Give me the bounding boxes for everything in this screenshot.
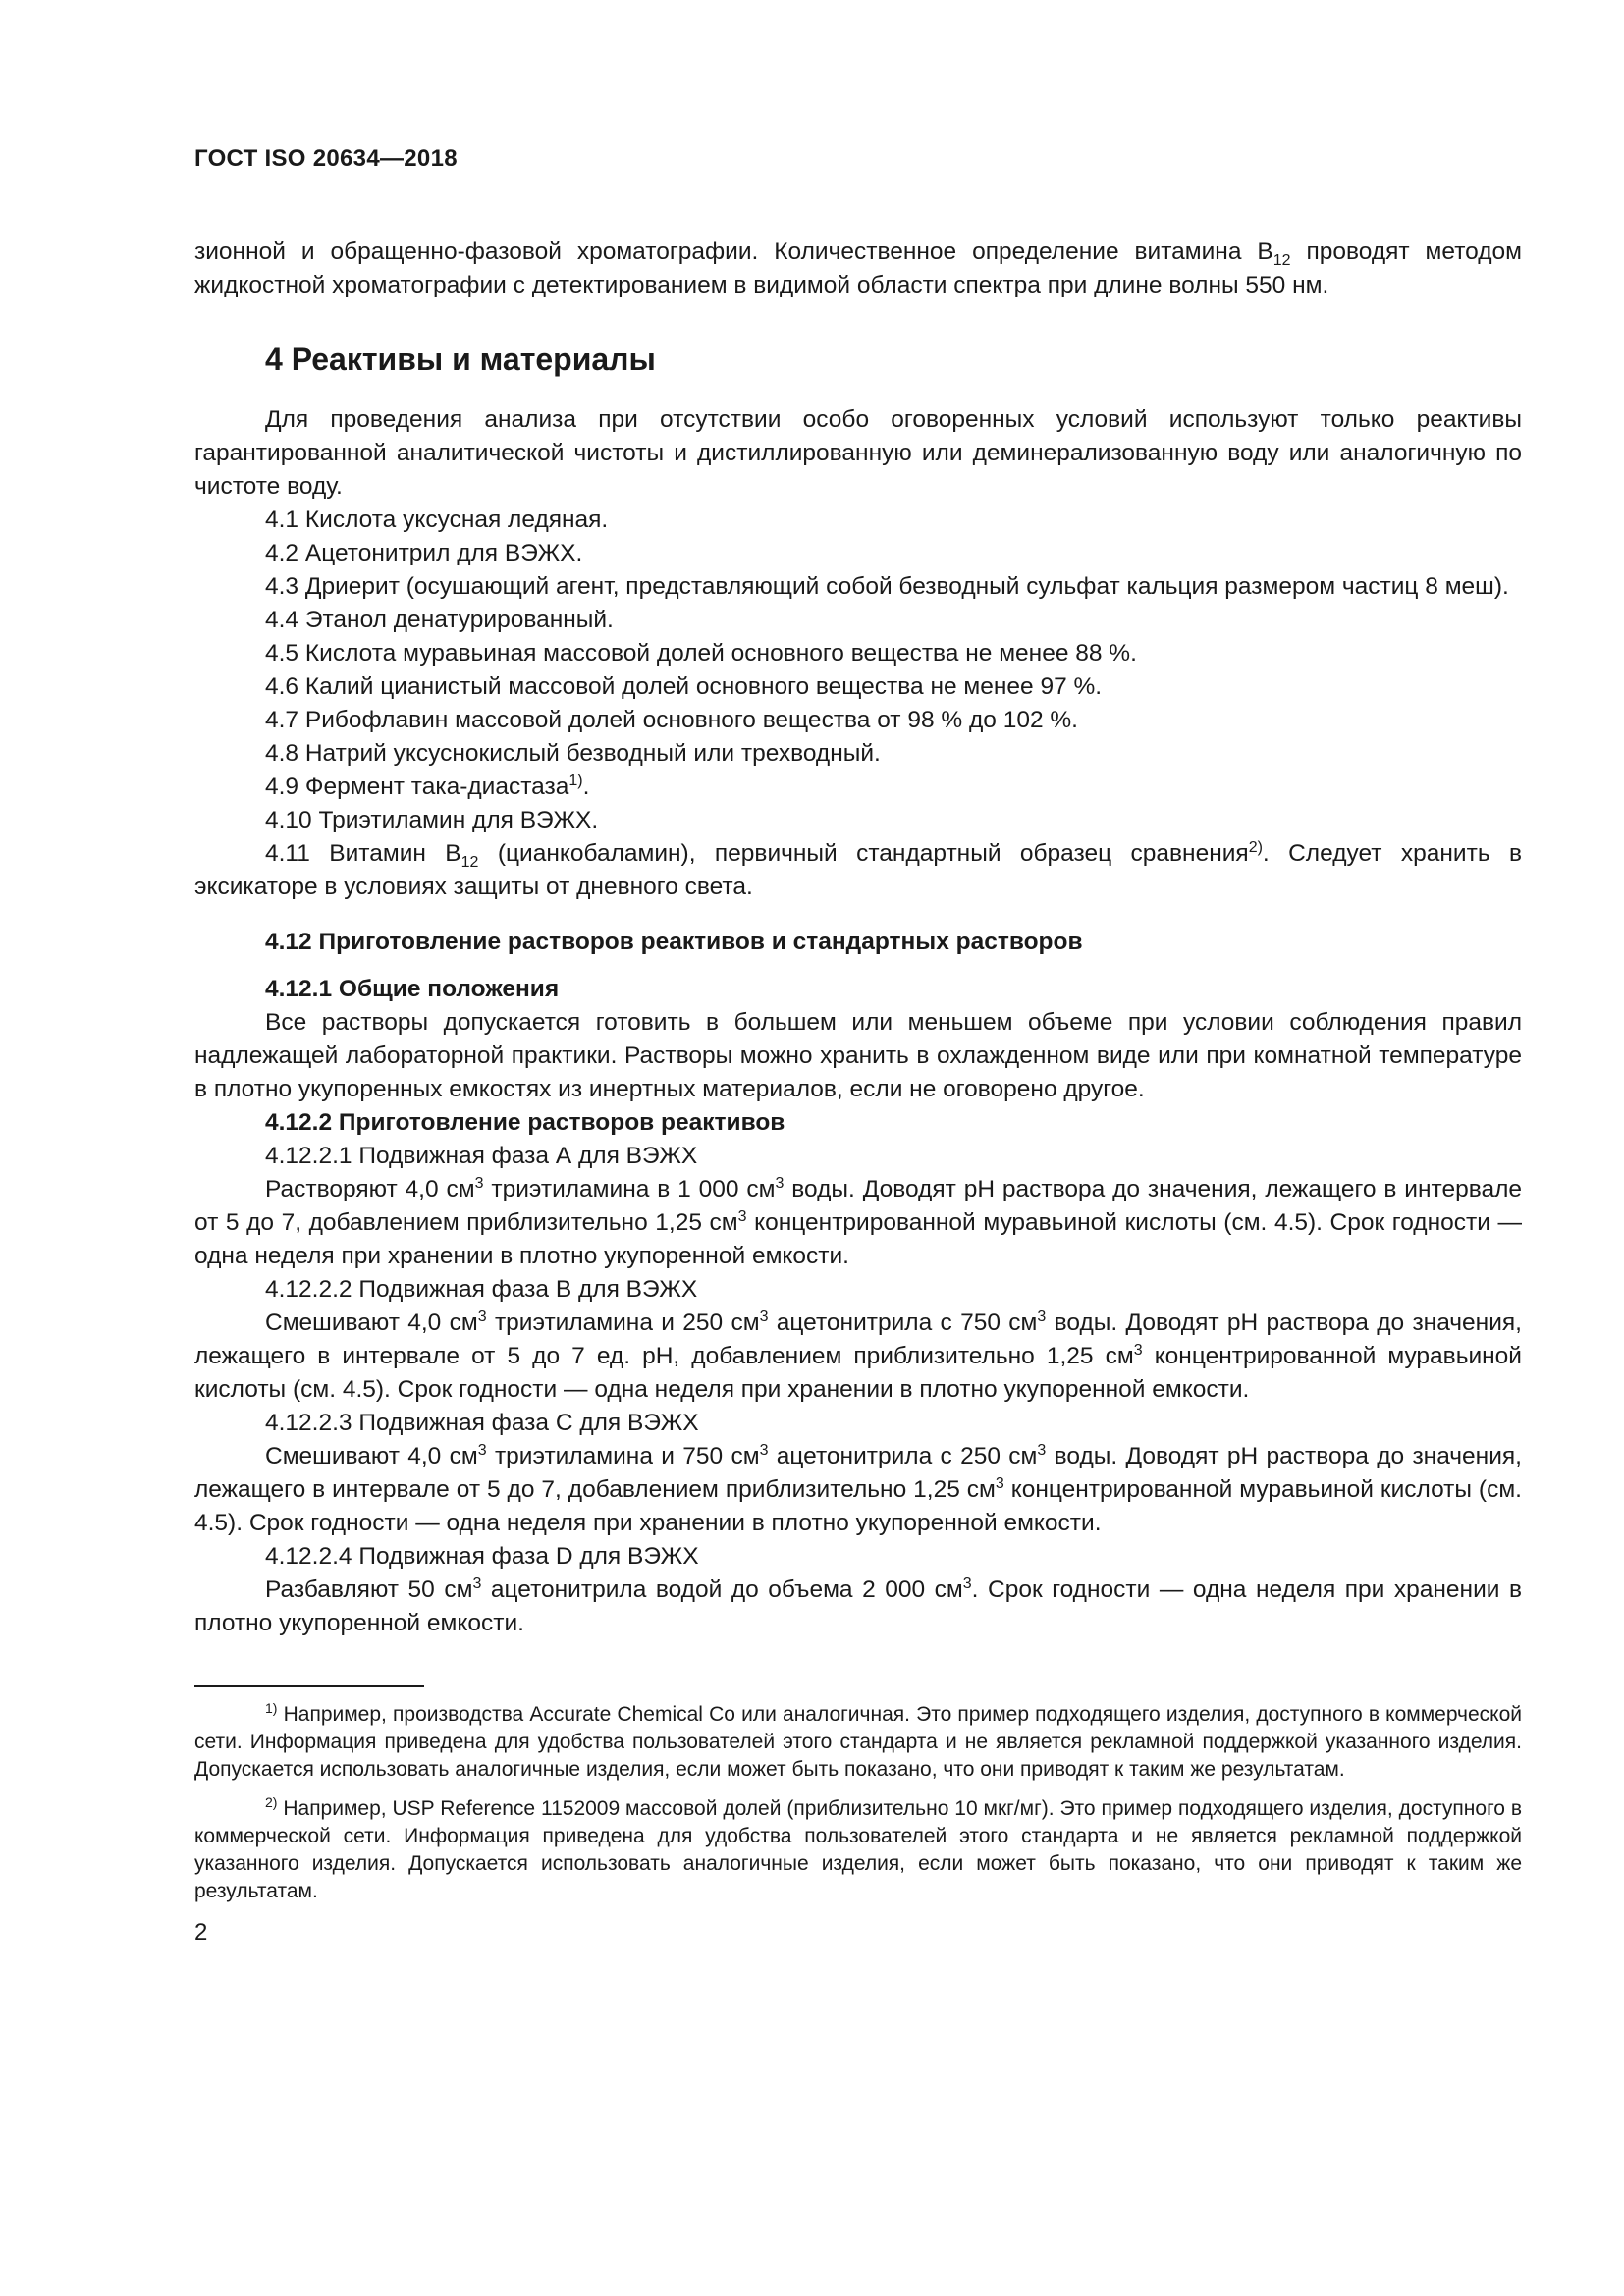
document-page bbox=[194, 145, 1522, 1947]
footnote-2: $^{2)}$ Например, USP Reference 1152009 массовой долей (приблизительно 10 мкг/мг). Это пример подходящего изделия, доступного в коммерческой сети. Информация приведена для удобства пользователей этого стандарта и не является рекламной поддержкой указанного изделия. Допускается использовать аналогичные изделия, если может быть показано, что они приводят к таким же результатам. bbox=[194, 1794, 1522, 1902]
footnote-ref-1[interactable]: 1) bbox=[568, 772, 583, 789]
footnote-1: $^{1)}$ Например, производства Accurate Chemical Co или аналогичная. Это пример подходящего изделия, доступного в коммерческой сети. Информация приведена для удобства пользователей этого стандарта и не является рекламной поддержкой указанного изделия. Допускается использовать аналогичные изделия, если может быть показано, что они приводят к таким же результатам. bbox=[194, 1700, 1522, 1781]
section-4-intro: Для проведения анализа при отсутствии особо оговоренных условий используют только реактивы гарантированной аналитической чистоты и дистиллированную или деминерализованную воду или аналогичную по чистоте воду. bbox=[194, 406, 1522, 500]
phase-c-title: 4.12.2.3 Подвижная фаза С для ВЭЖХ bbox=[265, 1410, 699, 1436]
section-4-12-1-text: Все растворы допускается готовить в большем или меньшем объеме при условии соблюдения правил надлежащей лабораторной практики. Растворы можно хранить в охлажденном виде или при комнатной температуре в плотно укупоренных емкостях из инертных материалов, если не оговорено другое. bbox=[194, 1009, 1522, 1102]
item-4-4: 4.4 Этанол денатурированный. bbox=[265, 607, 614, 633]
item-4-3: 4.3 Дриерит (осушающий агент, представляющий собой безводный сульфат кальция размером частиц 8 меш). bbox=[265, 573, 1509, 600]
item-4-7: 4.7 Рибофлавин массовой долей основного вещества от 98 % до 102 %. bbox=[265, 707, 1078, 733]
footnote-divider bbox=[194, 1685, 424, 1687]
item-4-9: 4.9 Фермент така-диастаза$^{1)}$. bbox=[265, 772, 590, 800]
document-header: ГОСТ ISO 20634—2018 bbox=[194, 145, 458, 172]
item-4-6: 4.6 Калий цианистый массовой долей основного вещества не менее 97 %. bbox=[265, 673, 1103, 700]
section-4-12-2-title: 4.12.2 Приготовление растворов реактивов bbox=[265, 1109, 785, 1136]
item-4-11: 4.11 Витамин $В_{12}$ (цианкобаламин), первичный стандартный образец сравнения$^{2)}$. Следует хранить в эксикаторе в условиях защиты от дневного света. bbox=[194, 838, 1522, 900]
item-4-8: 4.8 Натрий уксуснокислый безводный или трехводный. bbox=[265, 740, 881, 767]
section-4-12-1-title: 4.12.1 Общие положения bbox=[265, 976, 560, 1002]
page-number: 2 bbox=[194, 1919, 208, 1946]
intro-paragraph: зионной и обращенно-фазовой хроматографии. Количественное определение витамина $В_{12}$ проводят методом жидкостной хроматографии с детектированием в видимой области спектра при длине волны 550 нм. bbox=[194, 239, 1523, 298]
section-4-title: 4 Реактивы и материалы bbox=[265, 342, 656, 377]
phase-a-text: Растворяют 4,0 $см^3$ триэтиламина в 1 000 $см^3$ воды. Доводят pH раствора до значения, лежащего в интервале от 5 до 7, добавлением приблизительно 1,25 $см^3$ концентрированной муравьиной кислоты (см. 4.5). Срок годности — одна неделя при хранении в плотно укупоренной емкости. bbox=[194, 1174, 1522, 1269]
section-4-12-title: 4.12 Приготовление растворов реактивов и стандартных растворов bbox=[265, 929, 1083, 955]
phase-b-title: 4.12.2.2 Подвижная фаза В для ВЭЖХ bbox=[265, 1276, 698, 1303]
phase-d-text: Разбавляют 50 $см^3$ ацетонитрила водой до объема 2 000 $см^3$. Срок годности — одна неделя при хранении в плотно укупоренной емкости. bbox=[194, 1575, 1522, 1636]
phase-d-title: 4.12.2.4 Подвижная фаза D для ВЭЖХ bbox=[265, 1543, 699, 1570]
item-4-5: 4.5 Кислота муравьиная массовой долей основного вещества не менее 88 %. bbox=[265, 640, 1137, 667]
item-4-1: 4.1 Кислота уксусная ледяная. bbox=[265, 507, 609, 533]
phase-a-title: 4.12.2.1 Подвижная фаза А для ВЭЖХ bbox=[265, 1143, 698, 1169]
item-4-10: 4.10 Триэтиламин для ВЭЖХ. bbox=[265, 807, 599, 833]
phase-c-text: Смешивают 4,0 $см^3$ триэтиламина и 750 $см^3$ ацетонитрила с 250 $см^3$ воды. Доводят pH раствора до значения, лежащего в интервале от 5 до 7, добавлением приблизительно 1,25 $см^3$ концентрированной муравьиной кислоты (см. 4.5). Срок годности — одна неделя при хранении в плотно укупоренной емкости. bbox=[194, 1441, 1522, 1536]
phase-b-text: Смешивают 4,0 $см^3$ триэтиламина и 250 $см^3$ ацетонитрила с 750 $см^3$ воды. Доводят pH раствора до значения, лежащего в интервале от 5 до 7 ед. pH, добавлением приблизительно 1,25 $см^3$ концентрированной муравьиной кислоты (см. 4.5). Срок годности — одна неделя при хранении в плотно укупоренной емкости. bbox=[194, 1308, 1522, 1403]
footnote-ref-2[interactable]: 2) bbox=[1248, 838, 1263, 856]
item-4-2: 4.2 Ацетонитрил для ВЭЖХ. bbox=[265, 540, 583, 566]
